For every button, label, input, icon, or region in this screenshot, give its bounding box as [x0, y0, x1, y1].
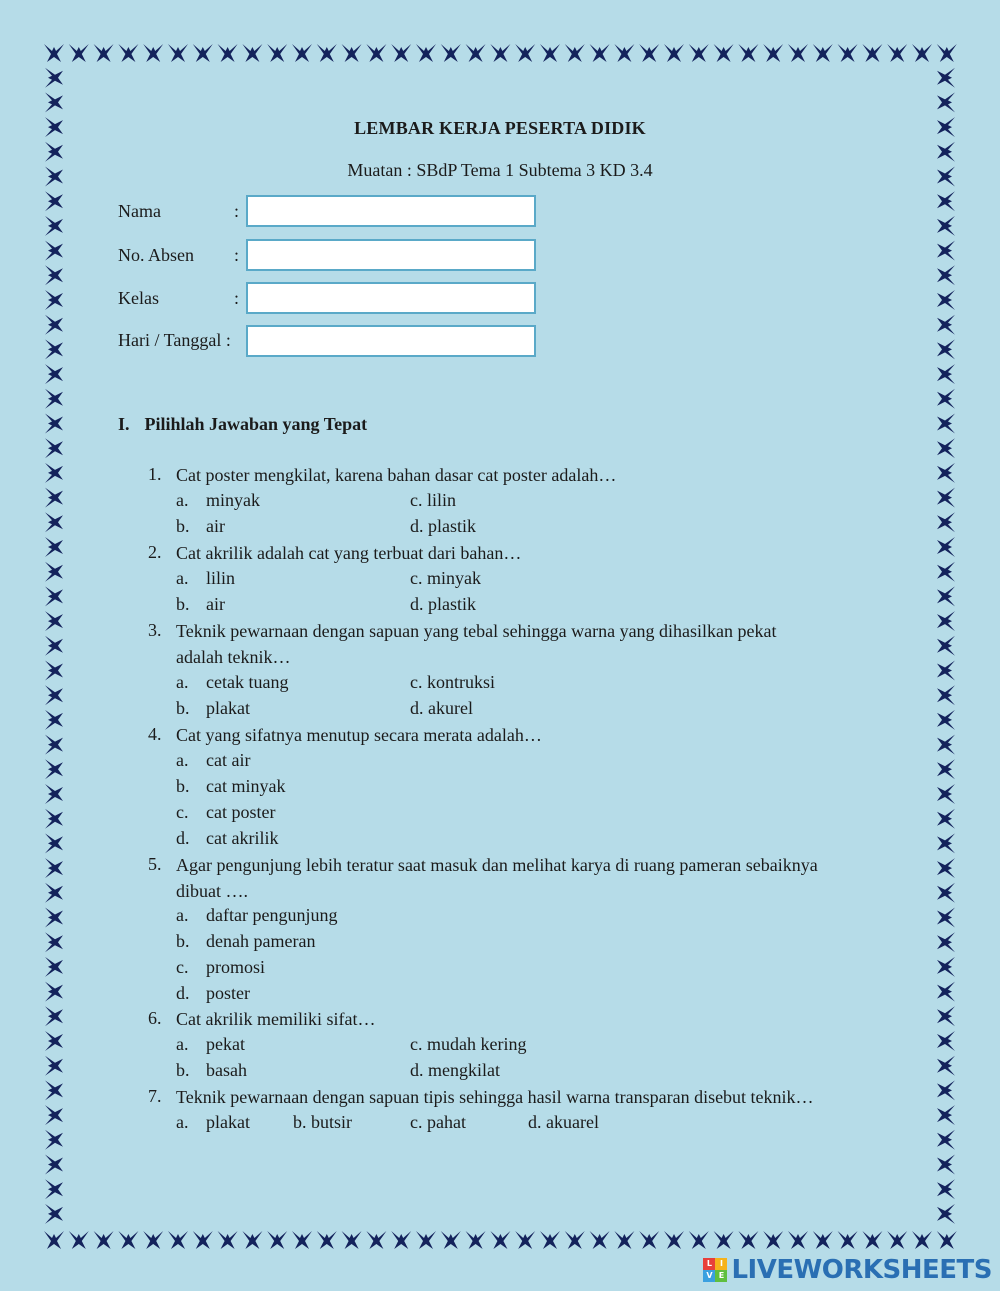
border-bird-icon [590, 1231, 610, 1249]
border-bird-icon [45, 932, 63, 952]
border-bird-icon [937, 216, 955, 236]
logo-letter-v: V [703, 1270, 715, 1282]
option-letter: b. [176, 516, 190, 536]
border-bird-icon [143, 44, 163, 62]
border-bird-icon [937, 191, 955, 211]
option-a[interactable]: plakat [206, 1112, 250, 1132]
border-bird-icon [45, 463, 63, 483]
option-a[interactable]: cat air [206, 750, 251, 770]
option-letter: b. [176, 776, 190, 796]
option-letter: d. [176, 983, 190, 1003]
border-bird-icon [45, 315, 63, 335]
border-bird-icon [565, 44, 585, 62]
border-bird-icon [937, 1056, 955, 1076]
border-bird-icon [118, 1231, 138, 1249]
liveworksheets-logo [703, 1255, 992, 1285]
border-bird-icon [540, 44, 560, 62]
border-bird-icon [937, 1204, 955, 1224]
nama-input[interactable] [246, 195, 536, 227]
option-d[interactable]: d. akuarel [528, 1112, 599, 1132]
option-d[interactable]: d. akurel [410, 698, 473, 718]
border-bird-icon [45, 537, 63, 557]
question-text-continued: dibuat …. [176, 881, 248, 901]
border-bird-icon [937, 636, 955, 656]
question-number: 4. [148, 724, 162, 744]
border-bird-icon [937, 364, 955, 384]
border-bird-icon [45, 216, 63, 236]
border-bird-icon [937, 932, 955, 952]
option-letter: a. [176, 750, 189, 770]
border-bird-icon [937, 68, 955, 88]
border-bird-icon [912, 44, 932, 62]
logo-letter-i: I [715, 1258, 727, 1270]
section-title: Pilihlah Jawaban yang Tepat [144, 414, 368, 434]
logo-letter-l: L [703, 1258, 715, 1270]
border-bird-icon [143, 1231, 163, 1249]
option-c[interactable]: c. minyak [410, 568, 481, 588]
border-bird-icon [45, 389, 63, 409]
border-bird-icon [44, 1231, 64, 1249]
border-bird-icon [267, 44, 287, 62]
question-text-continued: adalah teknik… [176, 647, 291, 667]
border-bird-icon [937, 142, 955, 162]
question-number: 6. [148, 1008, 162, 1028]
option-d[interactable]: poster [206, 983, 250, 1003]
border-bird-icon [813, 1231, 833, 1249]
border-bird-icon [45, 759, 63, 779]
border-bird-icon [937, 586, 955, 606]
border-bird-icon [813, 44, 833, 62]
border-bird-icon [94, 1231, 114, 1249]
border-bird-icon [218, 1231, 238, 1249]
border-bird-icon [45, 68, 63, 88]
border-bird-icon [45, 241, 63, 261]
border-bird-icon [45, 611, 63, 631]
border-bird-icon [45, 512, 63, 532]
option-a[interactable]: cetak tuang [206, 672, 289, 692]
question-text: Teknik pewarnaan dengan sapuan yang tebal sehingga warna yang dihasilkan pekat [176, 621, 777, 641]
border-bird-icon [689, 1231, 709, 1249]
border-bird-icon [317, 1231, 337, 1249]
border-bird-icon [317, 44, 337, 62]
option-c[interactable]: c. pahat [410, 1112, 466, 1132]
border-bird-icon [490, 1231, 510, 1249]
option-c[interactable]: c. kontruksi [410, 672, 495, 692]
border-bird-icon [45, 1155, 63, 1175]
border-bird-icon [937, 735, 955, 755]
option-c[interactable]: promosi [206, 957, 266, 977]
option-c[interactable]: c. mudah kering [410, 1034, 527, 1054]
option-b[interactable]: air [206, 516, 225, 536]
question-text: Agar pengunjung lebih teratur saat masuk dan melihat karya di ruang pameran sebaiknya [176, 855, 818, 875]
liveworksheets-text: LIVEWORKSHEETS [731, 1255, 992, 1285]
option-d[interactable]: d. plastik [410, 516, 476, 536]
border-bird-icon [937, 710, 955, 730]
border-bird-icon [292, 44, 312, 62]
border-bird-icon [45, 685, 63, 705]
border-bird-icon [45, 1056, 63, 1076]
border-bird-icon [45, 661, 63, 681]
border-bird-icon [937, 241, 955, 261]
absen-input[interactable] [246, 239, 536, 271]
border-bird-icon [937, 957, 955, 977]
border-bird-icon [45, 883, 63, 903]
border-bird-icon [862, 1231, 882, 1249]
border-bird-icon [639, 1231, 659, 1249]
option-letter: b. [176, 931, 190, 951]
border-bird-icon [937, 265, 955, 285]
border-bird-icon [45, 1105, 63, 1125]
border-bird-icon [45, 710, 63, 730]
border-bird-icon [714, 1231, 734, 1249]
border-bird-icon [45, 809, 63, 829]
border-bird-icon [614, 44, 634, 62]
border-bird-icon [937, 1231, 957, 1249]
border-bird-icon [937, 1155, 955, 1175]
border-bird-icon [45, 92, 63, 112]
border-bird-icon [69, 44, 89, 62]
border-bird-icon [45, 364, 63, 384]
section-number: I. [118, 414, 130, 434]
option-d[interactable]: d. mengkilat [410, 1060, 500, 1080]
question-text: Cat yang sifatnya menutup secara merata adalah… [176, 725, 542, 745]
border-bird-icon [441, 1231, 461, 1249]
border-bird-icon [937, 982, 955, 1002]
border-bird-icon [366, 44, 386, 62]
border-bird-icon [937, 611, 955, 631]
option-a[interactable]: pekat [206, 1034, 245, 1054]
border-bird-icon [937, 858, 955, 878]
border-bird-icon [738, 1231, 758, 1249]
border-bird-icon [937, 1179, 955, 1199]
border-bird-icon [937, 661, 955, 681]
border-bird-icon [45, 414, 63, 434]
border-bird-icon [45, 1080, 63, 1100]
border-bird-icon [441, 44, 461, 62]
border-bird-icon [838, 1231, 858, 1249]
border-bird-icon [45, 191, 63, 211]
option-c[interactable]: cat poster [206, 802, 276, 822]
border-bird-icon [45, 735, 63, 755]
border-bird-icon [937, 1006, 955, 1026]
option-a[interactable]: daftar pengunjung [206, 905, 338, 925]
border-bird-icon [763, 44, 783, 62]
border-bird-icon [937, 438, 955, 458]
border-bird-icon [838, 44, 858, 62]
border-bird-icon [45, 562, 63, 582]
border-bird-icon [466, 44, 486, 62]
question-number: 5. [148, 854, 162, 874]
border-bird-icon [45, 488, 63, 508]
border-bird-icon [416, 1231, 436, 1249]
border-bird-icon [168, 44, 188, 62]
border-bird-icon [416, 44, 436, 62]
option-letter: b. [176, 594, 190, 614]
border-bird-icon [639, 44, 659, 62]
border-bird-icon [45, 1130, 63, 1150]
border-bird-icon [118, 44, 138, 62]
border-bird-icon [45, 290, 63, 310]
border-bird-icon [937, 908, 955, 928]
border-bird-icon [937, 92, 955, 112]
border-bird-icon [45, 982, 63, 1002]
border-bird-icon [45, 142, 63, 162]
option-b[interactable]: basah [206, 1060, 247, 1080]
border-bird-icon [937, 809, 955, 829]
field-label-nama: Nama [118, 201, 161, 221]
border-bird-icon [664, 1231, 684, 1249]
border-bird-icon [937, 759, 955, 779]
option-letter: a. [176, 568, 189, 588]
border-bird-icon [45, 339, 63, 359]
field-colon: : [234, 288, 240, 308]
border-bird-icon [937, 562, 955, 582]
border-bird-icon [937, 1031, 955, 1051]
option-letter: a. [176, 672, 189, 692]
option-d[interactable]: cat akrilik [206, 828, 279, 848]
border-bird-icon [937, 488, 955, 508]
border-bird-icon [490, 44, 510, 62]
question-text: Cat poster mengkilat, karena bahan dasar cat poster adalah… [176, 465, 617, 485]
hari-tanggal-input[interactable] [246, 325, 536, 357]
field-row-nama [118, 195, 548, 231]
border-bird-icon [614, 1231, 634, 1249]
field-row-absen [118, 239, 548, 275]
option-b[interactable]: b. butsir [293, 1112, 353, 1132]
border-bird-icon [45, 908, 63, 928]
border-bird-icon [515, 44, 535, 62]
border-bird-icon [937, 414, 955, 434]
border-bird-icon [45, 957, 63, 977]
border-bird-icon [94, 44, 114, 62]
border-bird-icon [515, 1231, 535, 1249]
option-letter: a. [176, 490, 189, 510]
border-bird-icon [44, 44, 64, 62]
border-bird-icon [937, 685, 955, 705]
field-row-hari-tanggal [118, 325, 548, 361]
border-bird-icon [887, 44, 907, 62]
border-bird-icon [912, 1231, 932, 1249]
option-letter: a. [176, 1034, 189, 1054]
border-bird-icon [937, 833, 955, 853]
border-bird-icon [937, 1130, 955, 1150]
border-bird-icon [218, 44, 238, 62]
option-letter: b. [176, 1060, 190, 1080]
border-bird-icon [937, 537, 955, 557]
border-bird-icon [862, 44, 882, 62]
question-number: 3. [148, 620, 162, 640]
border-bird-icon [590, 44, 610, 62]
border-bird-icon [937, 339, 955, 359]
border-bird-icon [45, 858, 63, 878]
border-bird-icon [193, 1231, 213, 1249]
border-bird-icon [937, 463, 955, 483]
border-bird-icon [466, 1231, 486, 1249]
option-b[interactable]: denah pameran [206, 931, 316, 951]
border-bird-icon [45, 636, 63, 656]
question-number: 2. [148, 542, 162, 562]
section-heading [118, 414, 367, 435]
border-bird-icon [45, 833, 63, 853]
option-c[interactable]: c. lilin [410, 490, 456, 510]
border-bird-icon [45, 1031, 63, 1051]
border-bird-icon [242, 1231, 262, 1249]
border-bird-icon [45, 784, 63, 804]
worksheet-title: LEMBAR KERJA PESERTA DIDIK [354, 118, 646, 138]
question-text: Cat akrilik adalah cat yang terbuat dari bahan… [176, 543, 522, 563]
border-bird-icon [788, 44, 808, 62]
option-letter: b. [176, 698, 190, 718]
option-letter: d. [176, 828, 190, 848]
border-bird-icon [937, 1105, 955, 1125]
border-bird-icon [242, 44, 262, 62]
border-bird-icon [267, 1231, 287, 1249]
border-bird-icon [689, 44, 709, 62]
border-bird-icon [168, 1231, 188, 1249]
border-bird-icon [937, 44, 957, 62]
border-bird-icon [788, 1231, 808, 1249]
border-bird-icon [366, 1231, 386, 1249]
field-label-hari-tanggal: Hari / Tanggal : [118, 330, 231, 350]
border-bird-icon [342, 1231, 362, 1249]
border-bird-icon [45, 1204, 63, 1224]
option-b[interactable]: air [206, 594, 225, 614]
border-bird-icon [937, 290, 955, 310]
field-label-kelas: Kelas [118, 288, 159, 308]
border-bird-icon [391, 44, 411, 62]
option-d[interactable]: d. plastik [410, 594, 476, 614]
border-bird-icon [887, 1231, 907, 1249]
border-bird-icon [937, 315, 955, 335]
border-bird-icon [45, 265, 63, 285]
option-b[interactable]: plakat [206, 698, 250, 718]
border-bird-icon [565, 1231, 585, 1249]
option-a[interactable]: lilin [206, 568, 236, 588]
field-row-kelas [118, 282, 548, 318]
field-colon: : [234, 201, 240, 221]
border-bird-icon [193, 44, 213, 62]
option-letter: c. [176, 802, 189, 822]
border-bird-icon [738, 44, 758, 62]
worksheet-subtitle: Muatan : SBdP Tema 1 Subtema 3 KD 3.4 [347, 160, 653, 180]
question-number: 7. [148, 1086, 162, 1106]
field-label-absen: No. Absen [118, 245, 194, 265]
border-bird-icon [45, 586, 63, 606]
border-bird-icon [69, 1231, 89, 1249]
border-bird-icon [540, 1231, 560, 1249]
border-bird-icon [45, 438, 63, 458]
border-bird-icon [714, 44, 734, 62]
border-bird-icon [342, 44, 362, 62]
field-colon: : [234, 245, 240, 265]
option-b[interactable]: cat minyak [206, 776, 286, 796]
border-bird-icon [292, 1231, 312, 1249]
option-a[interactable]: minyak [206, 490, 260, 510]
kelas-input[interactable] [246, 282, 536, 314]
border-bird-icon [937, 512, 955, 532]
border-bird-icon [763, 1231, 783, 1249]
option-letter: c. [176, 957, 189, 977]
logo-letter-e: E [715, 1270, 727, 1282]
option-letter: a. [176, 1112, 189, 1132]
border-bird-icon [937, 1080, 955, 1100]
border-bird-icon [937, 389, 955, 409]
question-number: 1. [148, 464, 162, 484]
border-bird-icon [937, 883, 955, 903]
border-bird-icon [45, 1006, 63, 1026]
question-text: Teknik pewarnaan dengan sapuan tipis sehingga hasil warna transparan disebut teknik… [176, 1087, 814, 1107]
border-bird-icon [391, 1231, 411, 1249]
border-bird-icon [45, 1179, 63, 1199]
liveworksheets-icon [703, 1258, 727, 1282]
border-bird-icon [937, 784, 955, 804]
border-bird-icon [664, 44, 684, 62]
question-text: Cat akrilik memiliki sifat… [176, 1009, 376, 1029]
option-letter: a. [176, 905, 189, 925]
